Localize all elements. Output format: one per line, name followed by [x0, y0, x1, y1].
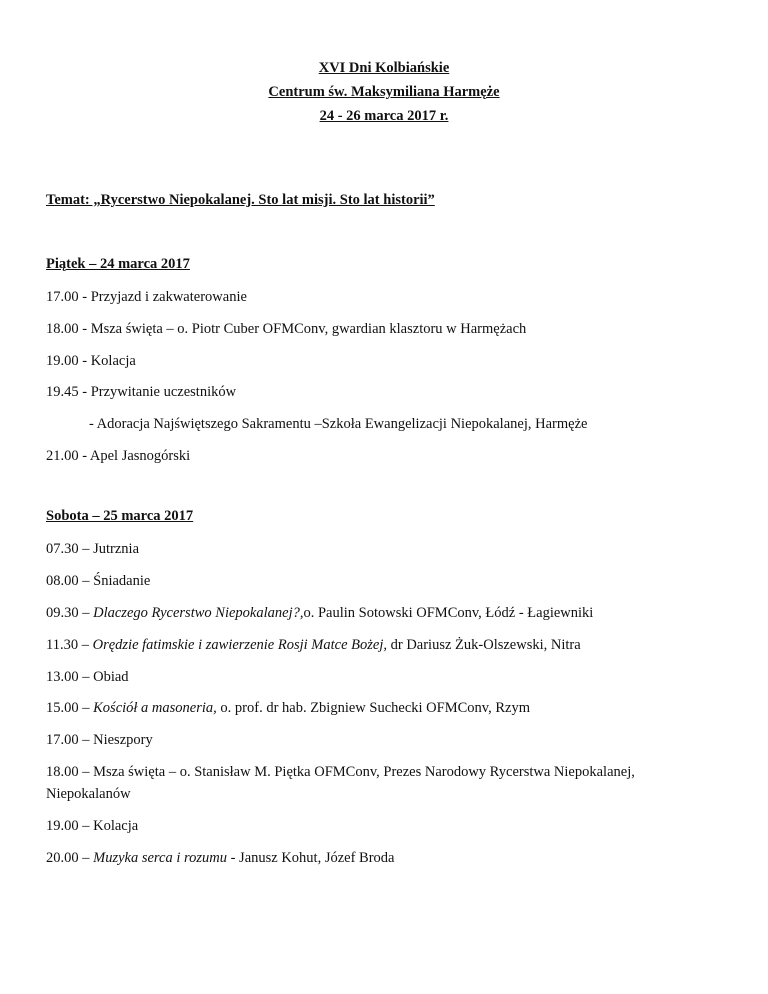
saturday-item [46, 761, 686, 805]
saturday-item [46, 729, 153, 751]
theme-heading: Temat: „Rycerstwo Niepokalanej. Sto lat misji. Sto lat historii” [46, 192, 435, 208]
item-details: - Janusz Kohut, Józef Broda [226, 850, 395, 866]
event-dates: 24 - 26 marca 2017 r. [319, 108, 449, 124]
saturday-heading: Sobota – 25 marca 2017 [46, 508, 194, 524]
item-title: Dlaczego Rycerstwo Niepokalanej?, [93, 605, 304, 621]
item-time: 19.00 – [46, 818, 94, 834]
item-title: Kościół a masoneria, [93, 700, 217, 716]
item-title: Muzyka serca i rozumu [93, 850, 227, 866]
item-time: 17.00 – [46, 732, 94, 748]
item-details: Kolacja [93, 818, 139, 834]
saturday-item [46, 602, 593, 624]
saturday-item [46, 666, 129, 688]
item-details: o. prof. dr hab. Zbigniew Suchecki OFMConv, Rzym [216, 700, 530, 716]
item-details: o. Paulin Sotowski OFMConv, Łódź - Łagiewniki [303, 605, 594, 621]
saturday-item [46, 697, 530, 719]
friday-item: 17.00 - Przyjazd i zakwaterowanie [46, 289, 247, 305]
document-header [0, 56, 768, 128]
item-time: 08.00 – [46, 573, 94, 589]
item-time: 20.00 – [46, 850, 94, 866]
saturday-item [46, 847, 394, 869]
event-venue: Centrum św. Maksymiliana Harmęże [268, 84, 500, 100]
saturday-item [46, 538, 139, 560]
item-details: Śniadanie [93, 573, 151, 589]
saturday-item [46, 634, 581, 656]
item-time: 09.30 – [46, 605, 94, 621]
saturday-item [46, 570, 150, 592]
item-details: dr Dariusz Żuk-Olszewski, Nitra [386, 637, 581, 653]
item-details: Jutrznia [93, 541, 140, 557]
friday-item: - Adoracja Najświętszego Sakramentu –Szkoła Ewangelizacji Niepokalanej, Harmęże [89, 416, 588, 432]
friday-item: 21.00 - Apel Jasnogórski [46, 448, 191, 464]
item-time: 11.30 – [46, 637, 93, 653]
friday-item: 18.00 - Msza święta – o. Piotr Cuber OFMConv, gwardian klasztoru w Harmężach [46, 321, 527, 337]
item-details: Nieszpory [93, 732, 153, 748]
friday-item: 19.00 - Kolacja [46, 353, 136, 369]
friday-heading: Piątek – 24 marca 2017 [46, 256, 190, 272]
event-title: XVI Dni Kolbiańskie [318, 60, 450, 76]
friday-item: 19.45 - Przywitanie uczestników [46, 384, 237, 400]
item-details: Msza święta – o. Stanisław M. Piętka OFMConv, Prezes Narodowy Rycerstwa Niepokalanej, Niepokalanów [46, 764, 635, 802]
item-time: 07.30 – [46, 541, 94, 557]
item-details: Obiad [93, 669, 129, 685]
item-time: 15.00 – [46, 700, 94, 716]
item-time: 13.00 – [46, 669, 94, 685]
item-title: Orędzie fatimskie i zawierzenie Rosji Matce Bożej, [92, 637, 387, 653]
saturday-item [46, 815, 138, 837]
item-time: 18.00 – [46, 764, 94, 780]
